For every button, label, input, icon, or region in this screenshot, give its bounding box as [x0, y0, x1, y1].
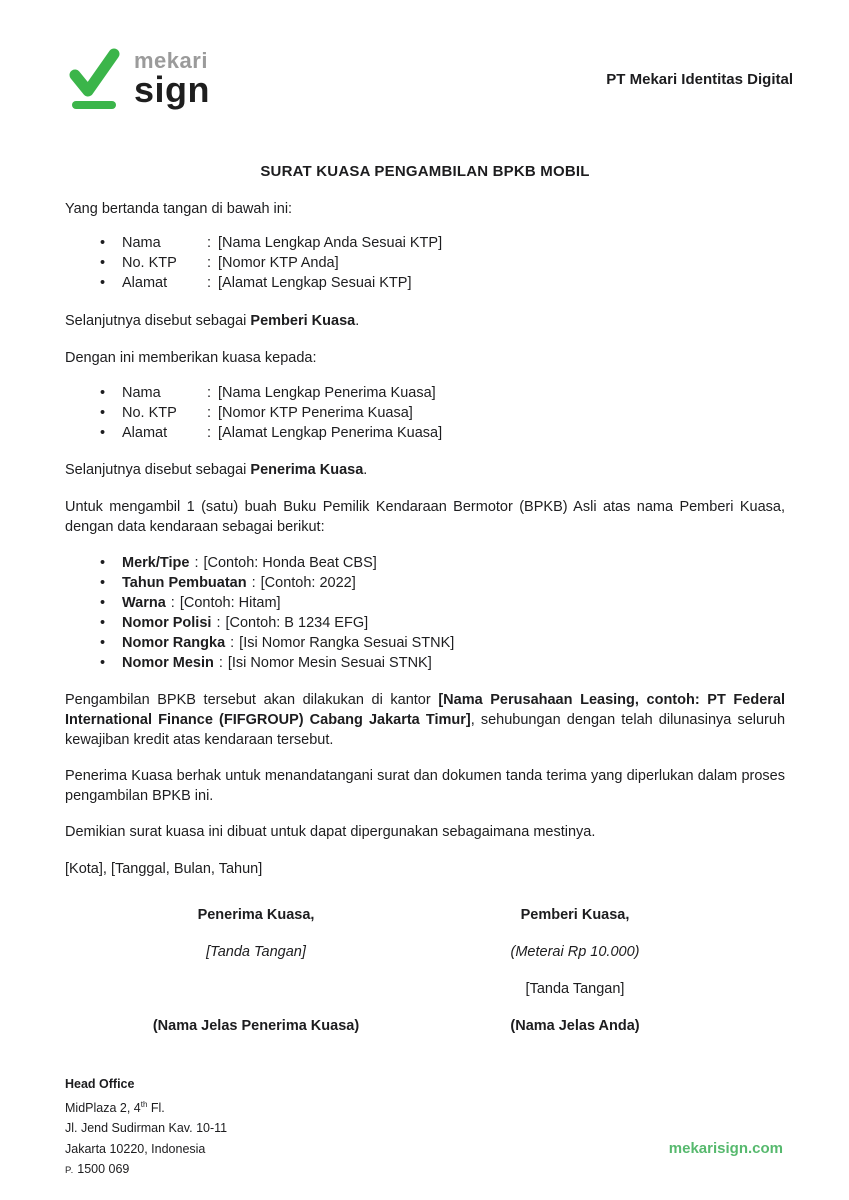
field-value: [Contoh: Honda Beat CBS]	[203, 555, 377, 571]
closing-paragraph: Demikian surat kuasa ini dibuat untuk dapat dipergunakan sebagaimana mestinya.	[65, 824, 596, 840]
location-paragraph	[65, 690, 785, 750]
grantee-signature-column	[106, 905, 406, 1036]
grantor-term: Pemberi Kuasa	[250, 313, 356, 329]
place-date-line: [Kota], [Tanggal, Bulan, Tahun]	[65, 861, 263, 877]
field-value: [Alamat Lengkap Penerima Kuasa]	[218, 425, 443, 441]
footer-address	[65, 1074, 227, 1182]
bullet-icon: •	[100, 425, 106, 441]
field-label: No. KTP	[122, 405, 177, 421]
grantor-signature-column	[425, 905, 725, 1036]
grantee-signature-spacer	[106, 979, 406, 999]
bullet-icon: •	[100, 655, 106, 671]
ordinal-superscript: th	[140, 1099, 148, 1109]
address-line-2: Jl. Jend Sudirman Kav. 10-11	[65, 1121, 228, 1136]
field-value: [Alamat Lengkap Sesuai KTP]	[218, 275, 412, 291]
grantor-signature-title: Pemberi Kuasa,	[520, 907, 630, 923]
grantee-signature-title: Penerima Kuasa,	[197, 907, 315, 923]
list-item	[65, 253, 785, 273]
vehicle-field-list	[65, 553, 785, 673]
field-label: Nama	[122, 235, 161, 251]
field-separator: :	[218, 655, 223, 671]
list-item	[65, 403, 785, 423]
address-line-1	[65, 1095, 227, 1119]
document-body	[0, 162, 849, 1036]
field-value: [Contoh: 2022]	[260, 575, 356, 591]
logo-word-mekari: mekari	[134, 48, 208, 73]
document-title: SURAT KUASA PENGAMBILAN BPKB MOBIL	[260, 163, 590, 180]
bullet-icon: •	[100, 275, 106, 291]
grantee-name-placeholder: (Nama Jelas Penerima Kuasa)	[152, 1018, 360, 1034]
field-separator: :	[207, 385, 212, 401]
field-value: [Isi Nomor Rangka Sesuai STNK]	[239, 635, 455, 651]
signature-block	[106, 905, 785, 1036]
bullet-icon: •	[100, 235, 106, 251]
company-name: PT Mekari Identitas Digital	[606, 71, 793, 88]
field-label: Nomor Polisi	[122, 615, 212, 631]
list-item	[65, 653, 785, 673]
phone-line	[65, 1159, 227, 1182]
logo-word-sign: sign	[134, 69, 211, 110]
field-separator: :	[194, 555, 199, 571]
list-item	[65, 593, 785, 613]
address-line-3: Jakarta 10220, Indonesia	[65, 1141, 206, 1156]
text-run: Selanjutnya disebut sebagai	[65, 462, 251, 478]
bullet-icon: •	[100, 405, 106, 421]
bullet-icon: •	[100, 615, 106, 631]
field-label: No. KTP	[122, 255, 177, 271]
field-separator: :	[207, 275, 212, 291]
grantee-closing-paragraph	[65, 460, 785, 480]
field-label: Nama	[122, 385, 161, 401]
list-item	[65, 573, 785, 593]
text-run: Selanjutnya disebut sebagai	[65, 313, 251, 329]
bullet-icon: •	[100, 575, 106, 591]
bullet-icon: •	[100, 635, 106, 651]
field-value: [Contoh: B 1234 EFG]	[225, 615, 369, 631]
text-run: .	[363, 462, 368, 478]
list-item	[65, 273, 785, 293]
field-separator: :	[216, 615, 221, 631]
field-label: Tahun Pembuatan	[122, 575, 247, 591]
field-value: [Nomor KTP Anda]	[218, 255, 339, 271]
list-item	[65, 233, 785, 253]
grantor-name-placeholder: (Nama Jelas Anda)	[510, 1018, 640, 1034]
text-run: MidPlaza 2, 4	[65, 1100, 141, 1115]
grantor-closing-paragraph	[65, 311, 785, 331]
field-separator: :	[207, 235, 212, 251]
bullet-icon: •	[100, 555, 106, 571]
list-item	[65, 423, 785, 443]
field-separator: :	[207, 255, 212, 271]
purpose-paragraph: Untuk mengambil 1 (satu) buah Buku Pemilik Kendaraan Bermotor (BPKB) Asli atas nama Pemberi Kuasa, dengan data kendaraan sebagai berikut:	[65, 499, 785, 535]
field-value: [Isi Nomor Mesin Sesuai STNK]	[227, 655, 432, 671]
phone-label: P.	[65, 1165, 74, 1177]
grantee-field-list	[65, 383, 785, 443]
field-label: Alamat	[122, 425, 168, 441]
field-separator: :	[251, 575, 256, 591]
grantor-stamp-placeholder: (Meterai Rp 10.000)	[510, 944, 640, 960]
grant-intro-paragraph: Dengan ini memberikan kuasa kepada:	[65, 350, 317, 366]
field-label: Alamat	[122, 275, 168, 291]
field-separator: :	[230, 635, 235, 651]
bullet-icon: •	[100, 595, 106, 611]
website-link[interactable]: mekarisign.com	[668, 1140, 783, 1157]
text-run: Pengambilan BPKB tersebut akan dilakukan di kantor	[65, 692, 439, 708]
bullet-icon: •	[100, 255, 106, 271]
phone-number: 1500 069	[77, 1162, 130, 1177]
grantor-signature-placeholder: [Tanda Tangan]	[525, 981, 625, 997]
field-label: Warna	[122, 595, 166, 611]
field-label: Nomor Mesin	[122, 655, 214, 671]
header	[0, 0, 849, 110]
bullet-icon: •	[100, 385, 106, 401]
text-run: .	[355, 313, 360, 329]
list-item	[65, 613, 785, 633]
mekari-sign-logo	[68, 48, 210, 110]
field-label: Merk/Tipe	[122, 555, 190, 571]
list-item	[65, 553, 785, 573]
list-item	[65, 633, 785, 653]
field-separator: :	[207, 425, 212, 441]
grantee-term: Penerima Kuasa	[250, 462, 364, 478]
head-office-label: Head Office	[65, 1077, 135, 1091]
list-item	[65, 383, 785, 403]
text-run: Fl.	[147, 1100, 165, 1115]
rights-paragraph: Penerima Kuasa berhak untuk menandatangani surat dan dokumen tanda terima yang diperlukan dalam proses pengambilan BPKB ini.	[65, 768, 785, 804]
field-value: [Nama Lengkap Anda Sesuai KTP]	[218, 235, 443, 251]
field-value: [Nama Lengkap Penerima Kuasa]	[218, 385, 436, 401]
grantor-field-list	[65, 233, 785, 293]
intro-paragraph: Yang bertanda tangan di bawah ini:	[65, 201, 293, 217]
checkmark-icon	[68, 48, 120, 110]
grantee-signature-placeholder: [Tanda Tangan]	[206, 944, 306, 960]
logo-wordmark	[134, 48, 210, 108]
field-label: Nomor Rangka	[122, 635, 226, 651]
leasing-company-placeholder: [Nama Perusahaan Leasing, contoh: PT Federal International Finance (FIFGROUP) Cabang Jakarta Timur]	[65, 692, 786, 728]
text-run: , sehubungan dengan telah dilunasinya seluruh kewajiban kredit atas kendaraan tersebut.	[65, 712, 786, 748]
field-separator: :	[207, 405, 212, 421]
field-value: [Contoh: Hitam]	[179, 595, 281, 611]
field-separator: :	[170, 595, 175, 611]
field-value: [Nomor KTP Penerima Kuasa]	[218, 405, 413, 421]
